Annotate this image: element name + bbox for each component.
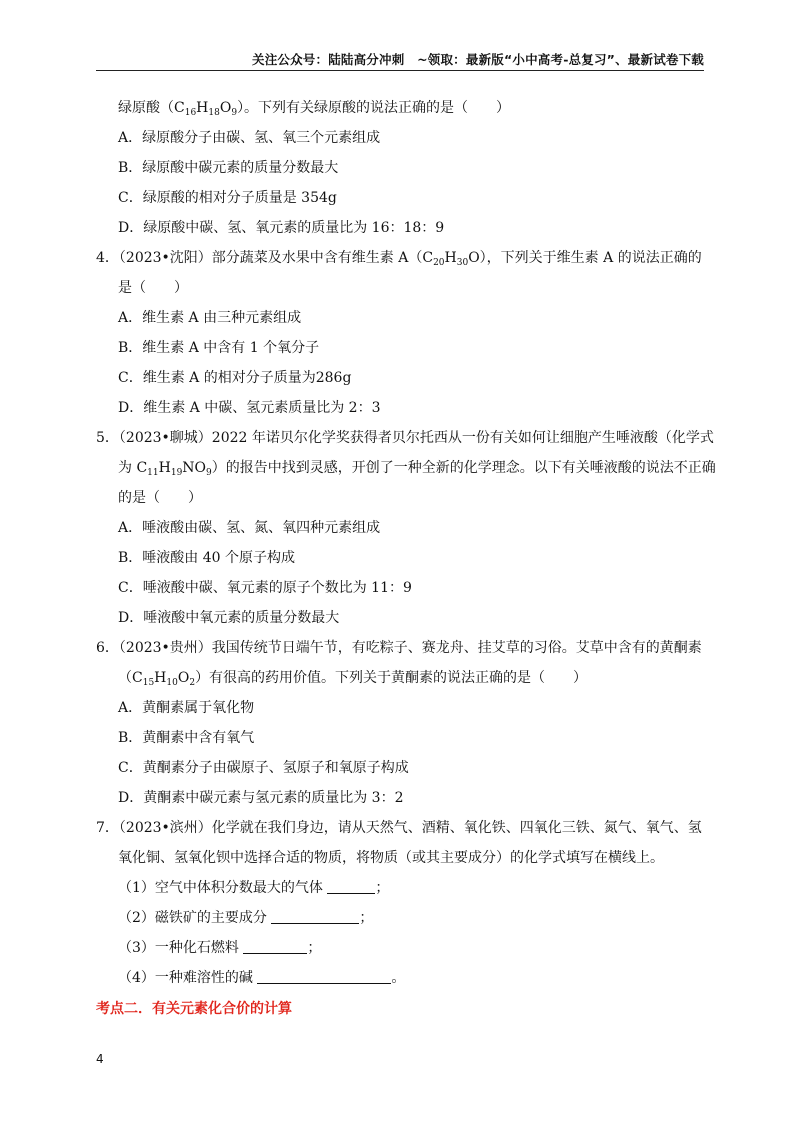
- q3-option-d: D．绿原酸中碳、氢、氧元素的质量比为 16：18：9: [118, 220, 445, 236]
- q4-stem-line1: 4．（2023•沈阳）部分蔬菜及水果中含有维生素 $A(C_{20}H_{30}O)$，下列关于维生素 A 的说法正确的: [96, 250, 702, 268]
- q6-option-b: B．黄酮素中含有氧气: [118, 730, 255, 746]
- q7-item-3: （3）一种化石燃料 ；: [118, 940, 322, 956]
- q4-option-d: D．维生素 A 中碳、氢元素质量比为 2：3: [118, 400, 381, 416]
- page-header: 关注公众号：陆陆高分冲刺 ~领取：最新版“小中高考-总复习”、最新试卷下载: [252, 52, 704, 67]
- q6-option-c: C．黄酮素分子由碳原子、氢原子和氧原子构成: [118, 760, 409, 776]
- q5-stem-line3: 的是（ ）: [118, 490, 202, 506]
- q5-option-b: B．唾液酸由 40 个原子构成: [118, 550, 296, 566]
- answer-blank[interactable]: [257, 969, 391, 984]
- q4-option-a: A．维生素 A 由三种元素组成: [118, 310, 302, 326]
- q4-option-c: C．维生素 A 的相对分子质量为286g: [118, 370, 352, 386]
- q5-option-c: C．唾液酸中碳、氧元素的原子个数比为 11：9: [118, 580, 412, 596]
- q3-option-c: C．绿原酸的相对分子质量是 354g: [118, 190, 337, 206]
- q4-stem-line2: 是（ ）: [118, 280, 188, 296]
- page-number: 4: [96, 1052, 104, 1066]
- q7-item-4: （4）一种难溶性的碱 。: [118, 970, 406, 986]
- answer-blank[interactable]: [243, 939, 307, 954]
- q7-item-1: （1）空气中体积分数最大的气体 ；: [118, 880, 390, 896]
- q3-stem: 绿原酸$(C_{16}H_{18}O_9)$。下列有关绿原酸的说法正确的是（ ）: [118, 100, 511, 118]
- q5-stem-line2: 为 $C_{11}H_{19}NO_9$）的报告中找到灵感，开创了一种全新的化学理念。以下有关唾液酸的说法不正确: [118, 460, 716, 478]
- q7-stem-line2: 氧化铜、氢氧化钡中选择合适的物质，将物质（或其主要成分）的化学式填写在横线上。: [118, 850, 664, 866]
- q3-option-b: B．绿原酸中碳元素的质量分数最大: [118, 160, 339, 176]
- q6-stem-line2: $(C_{15}H_{10}O_2)$有很高的药用价值。下列关于黄酮素的说法正确的是（ ）: [118, 670, 588, 688]
- q5-stem-line1: 5．（2023•聊城）2022 年诺贝尔化学奖获得者贝尔托西从一份有关如何让细胞产生唾液酸（化学式: [96, 430, 714, 446]
- q7-stem-line1: 7．（2023•滨州）化学就在我们身边，请从天然气、酒精、氧化铁、四氧化三铁、氮气、氧气、氢: [96, 820, 702, 836]
- q6-stem-line1: 6．（2023•贵州）我国传统节日端午节，有吃粽子、赛龙舟、挂艾草的习俗。艾草中含有的黄酮素: [96, 640, 702, 656]
- q6-option-a: A．黄酮素属于氧化物: [118, 700, 255, 716]
- q6-option-d: D．黄酮素中碳元素与氢元素的质量比为 3：2: [118, 790, 404, 806]
- section-title: 考点二．有关元素化合价的计算: [96, 1001, 292, 1017]
- q4-option-b: B．维生素 A 中含有 1 个氧分子: [118, 340, 320, 356]
- q3-option-a: A．绿原酸分子由碳、氢、氧三个元素组成: [118, 130, 381, 146]
- header-rule: [96, 70, 704, 71]
- answer-blank[interactable]: [271, 909, 359, 924]
- answer-blank[interactable]: [327, 879, 375, 894]
- q7-item-2: （2）磁铁矿的主要成分 ；: [118, 910, 374, 926]
- q5-option-d: D．唾液酸中氧元素的质量分数最大: [118, 610, 340, 626]
- q5-option-a: A．唾液酸由碳、氢、氮、氧四种元素组成: [118, 520, 381, 536]
